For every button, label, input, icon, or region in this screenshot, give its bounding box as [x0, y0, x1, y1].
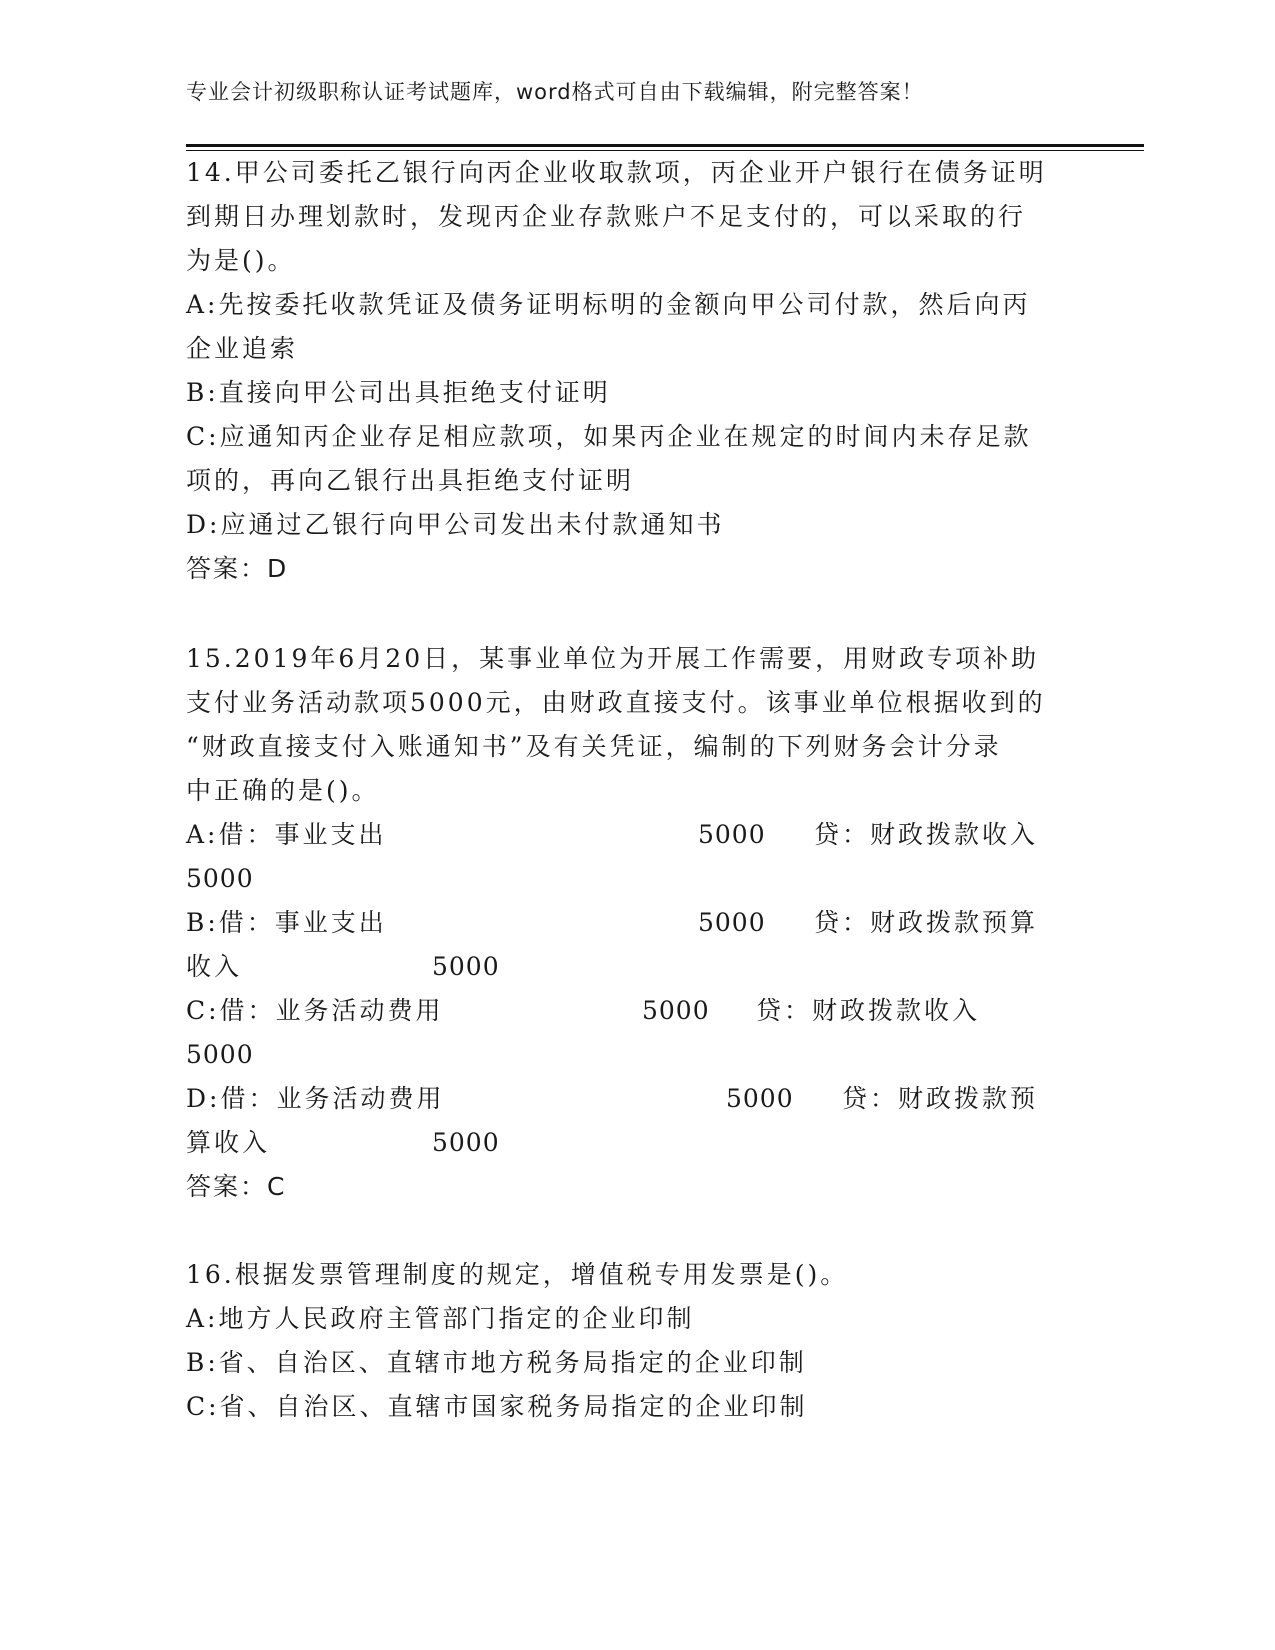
q15-option-d-row-2 — [186, 1120, 1146, 1165]
q16-option-a: A:地方人民政府主管部门指定的企业印制 — [186, 1304, 695, 1333]
q15-answer: 答案：C — [186, 1172, 287, 1201]
q16-option-c: C:省、自治区、直辖市国家税务局指定的企业印制 — [186, 1392, 808, 1421]
page-header: 专业会计初级职称认证考试题库，word格式可自由下载编辑，附完整答案！ — [186, 80, 924, 104]
q15-option-d-credit-cont: 算收入 — [186, 1128, 271, 1157]
q15-option-c-row — [186, 988, 1146, 1033]
q15-option-a-credit: 贷：财政拨款收入 — [814, 820, 1039, 849]
q14-stem-line-3: 为是()。 — [186, 246, 296, 275]
q15-option-b-row-2 — [186, 944, 1146, 989]
q15-option-a-credit-amount: 5000 — [186, 864, 254, 893]
q15-option-a-row — [186, 812, 1146, 857]
q15-stem-line-2: 支付业务活动款项5000元，由财政直接支付。该事业单位根据收到的 — [186, 688, 1046, 717]
q15-stem-line-1: 15.2019年6月20日，某事业单位为开展工作需要，用财政专项补助 — [186, 644, 1040, 673]
q14-answer: 答案：D — [186, 554, 289, 583]
q15-option-b-amount: 5000 — [698, 908, 766, 937]
q14-option-a-line-2: 企业追索 — [186, 334, 299, 363]
q15-option-c-amount: 5000 — [642, 996, 710, 1025]
q15-option-d-amount: 5000 — [726, 1084, 794, 1113]
q15-option-a-debit: A:借：事业支出 — [186, 820, 387, 849]
q15-option-b-credit: 贷：财政拨款预算 — [814, 908, 1039, 937]
q16-stem-line-1: 16.根据发票管理制度的规定，增值税专用发票是()。 — [186, 1260, 849, 1289]
q15-option-c-debit: C:借：业务活动费用 — [186, 996, 444, 1025]
q14-stem-line-2: 到期日办理划款时，发现丙企业存款账户不足支付的，可以采取的行 — [186, 202, 1027, 231]
q16-option-b: B:省、自治区、直辖市地方税务局指定的企业印制 — [186, 1348, 807, 1377]
q14-option-c-line-2: 项的，再向乙银行出具拒绝支付证明 — [186, 466, 635, 495]
q15-option-a-amount: 5000 — [698, 820, 766, 849]
q15-option-d-credit-amount: 5000 — [432, 1128, 500, 1157]
q15-stem-line-3: “财政直接支付入账通知书”及有关凭证，编制的下列财务会计分录 — [186, 732, 1002, 761]
q15-option-d-debit: D:借：业务活动费用 — [186, 1084, 445, 1113]
q15-option-d-row — [186, 1076, 1146, 1121]
q15-option-b-row — [186, 900, 1146, 945]
q14-option-b: B:直接向甲公司出具拒绝支付证明 — [186, 378, 611, 407]
q14-option-a-line-1: A:先按委托收款凭证及债务证明标明的金额向甲公司付款，然后向丙 — [186, 290, 1031, 319]
q15-option-c-credit-amount: 5000 — [186, 1040, 254, 1069]
q15-option-c-credit: 贷：财政拨款收入 — [756, 996, 981, 1025]
q14-option-c-line-1: C:应通知丙企业存足相应款项，如果丙企业在规定的时间内未存足款 — [186, 422, 1032, 451]
header-rule-thick — [186, 144, 1144, 147]
q14-option-d: D:应通过乙银行向甲公司发出未付款通知书 — [186, 510, 725, 539]
q15-option-b-debit: B:借：事业支出 — [186, 908, 387, 937]
q15-option-b-credit-amount: 5000 — [432, 952, 500, 981]
q15-option-d-credit: 贷：财政拨款预 — [842, 1084, 1039, 1113]
q15-stem-line-4: 中正确的是()。 — [186, 776, 380, 805]
q15-option-b-credit-cont: 收入 — [186, 952, 243, 981]
q14-stem-line-1: 14.甲公司委托乙银行向丙企业收取款项，丙企业开户银行在债务证明 — [186, 158, 1047, 187]
